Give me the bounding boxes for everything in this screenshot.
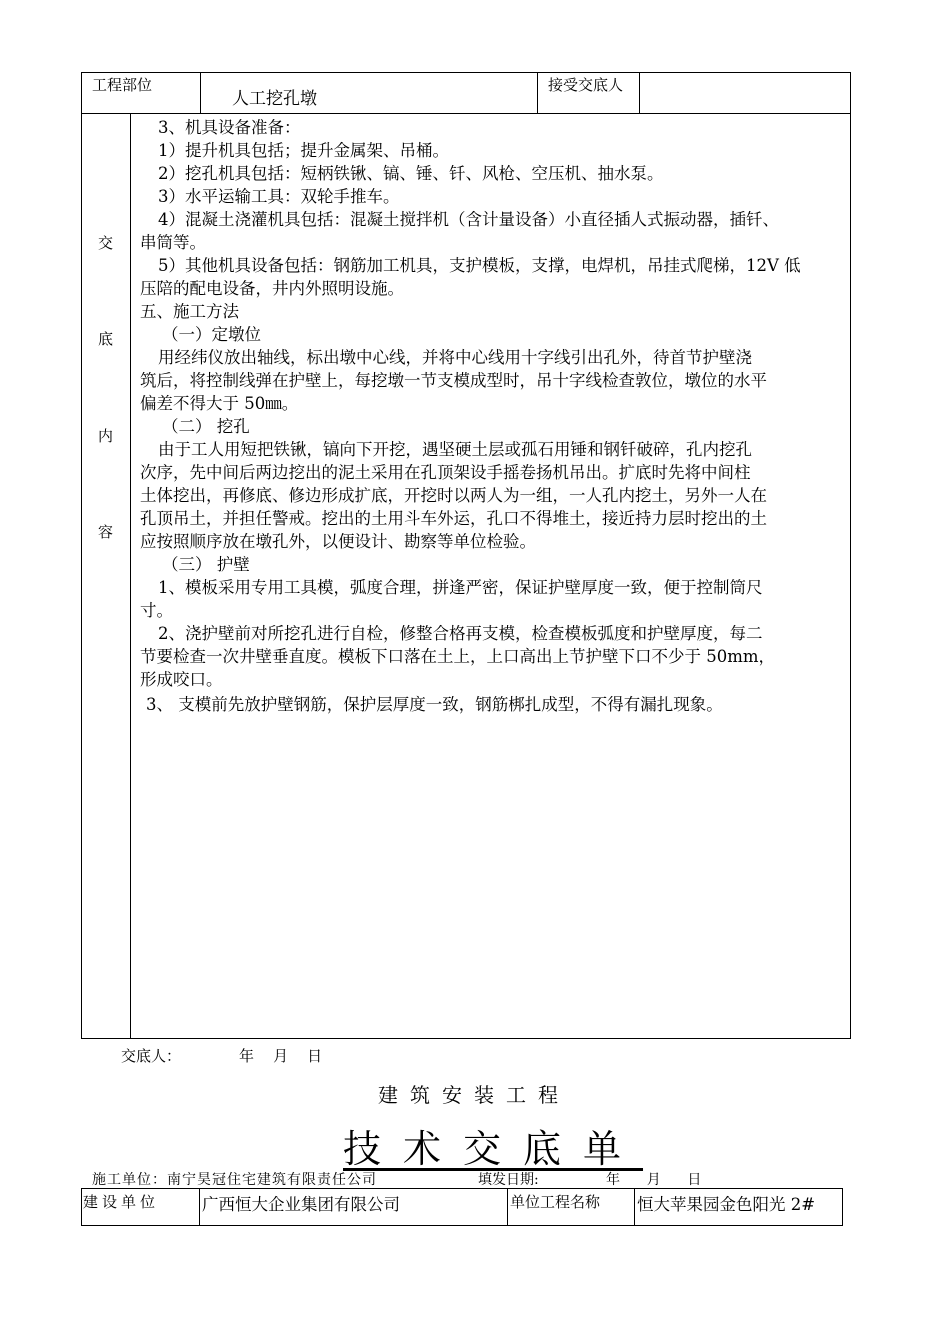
side-label-char: 容 [98,523,114,541]
table-border-row [81,113,851,114]
content-line: 偏差不得大于 50㎜。 [140,394,299,413]
receiver-label: 接受交底人 [548,76,624,94]
table-divider [199,1188,200,1226]
table-border-top [81,1188,843,1189]
form-subtitle: 建筑安装工程 [378,1083,570,1107]
content-line: 5）其他机具设备包括：钢筋加工机具，支护模板，支撑，电焊机，吊挂式爬梯，12V 低 [158,256,801,275]
content-line: 孔顶吊土，并担任警戒。挖出的土用斗车外运，孔口不得堆土，接近持力层时挖出的土 [140,509,767,528]
table-border-bottom [81,1225,843,1226]
content-line: 应按照顺序放在墩孔外，以便设计、勘察等单位检验。 [140,532,536,551]
content-line: 土体挖出，再修底、修边形成扩底，开挖时以两人为一组，一人孔内挖土，另外一人在 [140,486,767,505]
content-line: 压陪的配电设备，井内外照明设施。 [140,279,404,298]
content-line: 五、施工方法 [140,302,239,321]
content-line: 2、浇护壁前对所挖孔进行自检，修整合格再支模，检查模板弧度和护壁厚度，每二 [158,624,763,643]
content-line: 由于工人用短把铁锹，镐向下开挖，遇坚硬土层或孤石用锤和钢钎破碎，孔内挖孔 [158,440,752,459]
table-border-left [81,72,82,1039]
content-line: 2）挖孔机具包括：短柄铁锹、镐、锤、钎、风枪、空压机、抽水泵。 [158,164,664,183]
content-line: （三） 护壁 [162,555,250,574]
content-line: 1、模板采用专用工具模，弧度合理，拼逢严密，保证护壁厚度一致，便于控制筒尺 [158,578,763,597]
table-divider [634,1188,635,1226]
table-divider [639,72,640,114]
table-border-right [842,1188,843,1226]
content-line: 1）提升机具包括；提升金属架、吊桶。 [158,141,449,160]
content-line: （二） 挖孔 [162,417,250,436]
location-value: 人工挖孔墩 [232,89,317,109]
content-line: 4）混凝土浇灌机具包括：混凝土搅拌机（含计量设备）小直径插人式振动器，插钎、 [158,210,779,229]
construction-unit: 施工单位：南宁昊冠住宅建筑有限责任公司 [92,1172,377,1188]
client-label: 建设单位 [83,1193,160,1211]
table-divider [537,72,538,114]
table-border-top [81,72,851,73]
content-line: （一）定墩位 [162,325,261,344]
fill-date-value: 年 月 日 [606,1172,702,1188]
fill-date-label: 填发日期: [478,1172,539,1188]
table-border-left [81,1188,82,1226]
table-border-right [850,72,851,1039]
content-line: 用经纬仪放出轴线，标出墩中心线，并将中心线用十字线引出孔外，待首节护壁浇 [158,348,752,367]
project-value: 恒大苹果园金色阳光 2# [637,1195,816,1214]
discloser-label: 交底人： [121,1047,182,1065]
content-line: 3、 支模前先放护壁钢筋，保护层厚度一致，钢筋梆扎成型，不得有漏扎现象。 [146,695,723,714]
content-line: 3）水平运输工具：双轮手推车。 [158,187,400,206]
content-line: 节要检查一次井壁垂直度。模板下口落在土上，上口高出上节护壁下口不少于 50mm， [140,647,776,666]
table-divider [507,1188,508,1226]
content-line: 形成咬口。 [140,670,223,689]
location-label: 工程部位 [92,76,153,94]
side-label-char: 交 [98,234,114,252]
table-border-bottom [81,1038,851,1039]
side-label-char: 内 [98,427,114,445]
client-value: 广西恒大企业集团有限公司 [202,1195,400,1214]
content-line: 3、机具设备准备： [158,118,301,137]
content-line: 筑后，将控制线弹在护壁上，每挖墩一节支模成型时，吊十字线检查敦位，墩位的水平 [140,371,767,390]
content-line: 串筒等。 [140,233,206,252]
content-line: 寸。 [140,601,173,620]
project-label: 单位工程名称 [510,1193,601,1211]
content-line: 次序，先中间后两边挖出的泥土采用在孔顶架设手摇卷扬机吊出。扩底时先将中间柱 [140,463,751,482]
sign-date: 年 月 日 [239,1047,323,1065]
side-label-char: 底 [98,330,114,348]
table-divider [200,72,201,114]
table-divider [130,113,131,1039]
form-title: 技术交底单 [343,1127,644,1171]
